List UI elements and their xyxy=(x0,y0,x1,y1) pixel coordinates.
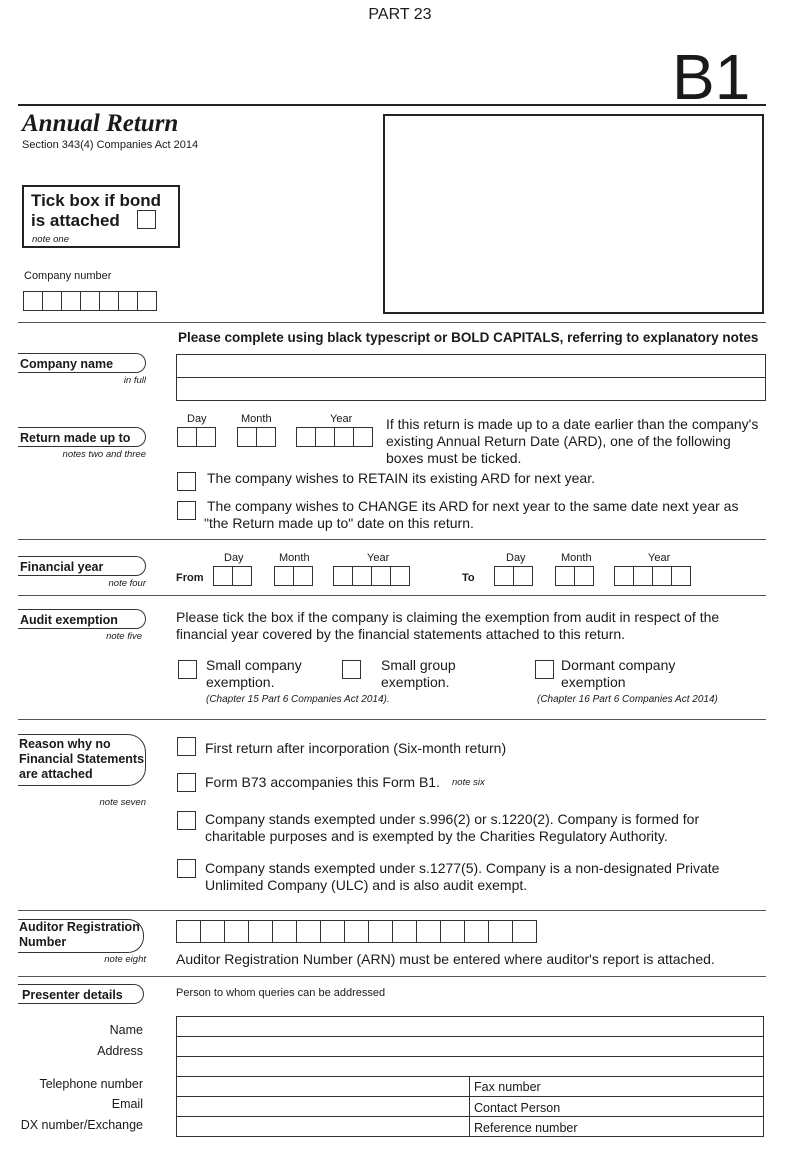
reference-label: Reference number xyxy=(474,1121,578,1135)
return-info-line3: boxes must be ticked. xyxy=(386,450,522,466)
presenter-label: Presenter details xyxy=(18,984,144,1004)
bond-label-line1: Tick box if bond xyxy=(31,191,162,210)
to-month-input[interactable] xyxy=(555,566,594,586)
reason-s996-line1: Company stands exempted under s.996(2) or s.1220(2). Company is formed for xyxy=(205,811,700,827)
small-company-line1: Small company xyxy=(206,657,302,673)
email-label: Email xyxy=(111,1097,143,1111)
dormant-line1: Dormant company xyxy=(561,657,676,673)
reason-s1277-checkbox[interactable] xyxy=(177,859,196,878)
reason-first-return-label: First return after incorporation (Six-month return) xyxy=(205,740,507,756)
audit-exemption-label: Audit exemption xyxy=(18,609,146,629)
auditor-registration-input[interactable] xyxy=(176,920,537,943)
reason-note: note seven xyxy=(99,797,146,808)
presenter-sub: Person to whom queries can be addressed xyxy=(176,987,386,999)
small-group-line2: exemption. xyxy=(381,674,450,690)
to-day-label: Day xyxy=(506,552,526,564)
bond-note: note one xyxy=(32,234,69,245)
small-company-checkbox[interactable] xyxy=(178,660,197,679)
from-month-input[interactable] xyxy=(274,566,313,586)
form-title: Annual Return xyxy=(22,110,179,137)
to-year-input[interactable] xyxy=(614,566,691,586)
return-year-label: Year xyxy=(330,413,353,425)
financial-year-label: Financial year xyxy=(18,556,146,576)
name-input[interactable] xyxy=(176,1016,764,1037)
change-ard-line2: "the Return made up to" date on this return. xyxy=(204,515,474,531)
auditor-label-line2: Number xyxy=(19,935,67,949)
divider xyxy=(18,322,766,323)
return-info-line1: If this return is made up to a date earlier than the company's xyxy=(386,416,759,432)
change-ard-checkbox[interactable] xyxy=(177,501,196,520)
from-year-input[interactable] xyxy=(333,566,410,586)
to-label: To xyxy=(462,572,475,584)
from-year-label: Year xyxy=(367,552,390,564)
telephone-input[interactable] xyxy=(176,1076,470,1097)
divider xyxy=(18,595,766,596)
address-input-2[interactable] xyxy=(176,1056,764,1077)
dx-label: DX number/Exchange xyxy=(20,1118,143,1132)
small-group-checkbox[interactable] xyxy=(342,660,361,679)
stamp-area xyxy=(383,114,764,314)
name-label: Name xyxy=(109,1023,143,1037)
address-input-1[interactable] xyxy=(176,1036,764,1057)
audit-text-line2: financial year covered by the financial statements attached to this return. xyxy=(176,626,626,642)
return-date-label: Return made up to xyxy=(18,427,146,447)
retain-ard-label: The company wishes to RETAIN its existing ARD for next year. xyxy=(207,470,596,486)
bond-label-line2: is attached xyxy=(31,211,120,230)
return-date-note: notes two and three xyxy=(62,449,146,460)
return-day-input[interactable] xyxy=(177,427,216,447)
reason-s996-checkbox[interactable] xyxy=(177,811,196,830)
auditor-label-line1: Auditor Registration xyxy=(19,920,140,934)
auditor-text: Auditor Registration Number (ARN) must be entered where auditor's report is attached. xyxy=(176,951,715,967)
reason-label-line1: Reason why no xyxy=(19,737,111,751)
dx-input[interactable] xyxy=(176,1116,470,1137)
address-label: Address xyxy=(97,1044,143,1058)
dormant-line2: exemption xyxy=(561,674,626,690)
auditor-note: note eight xyxy=(104,954,146,965)
return-month-input[interactable] xyxy=(237,427,276,447)
return-day-label: Day xyxy=(187,413,207,425)
small-group-line1: Small group xyxy=(381,657,456,673)
retain-ard-checkbox[interactable] xyxy=(177,472,196,491)
from-label: From xyxy=(176,572,204,584)
reason-b73-checkbox[interactable] xyxy=(177,773,196,792)
company-name-input-2[interactable] xyxy=(176,377,766,401)
divider xyxy=(18,539,766,540)
return-info-line2: existing Annual Return Date (ARD), one of the following xyxy=(386,433,731,449)
audit-text-line1: Please tick the box if the company is claiming the exemption from audit in respect of the xyxy=(176,609,720,625)
audit-exemption-note: note five xyxy=(106,631,142,642)
divider xyxy=(18,976,766,977)
fax-label: Fax number xyxy=(474,1080,541,1094)
reason-s1277-line2: Unlimited Company (ULC) and is also audit exempt. xyxy=(205,877,528,893)
financial-year-note: note four xyxy=(108,578,146,589)
contact-person-label: Contact Person xyxy=(474,1101,561,1115)
header-rule xyxy=(18,104,766,106)
from-day-label: Day xyxy=(224,552,244,564)
company-name-note: in full xyxy=(123,375,146,386)
to-year-label: Year xyxy=(648,552,671,564)
telephone-label: Telephone number xyxy=(39,1077,143,1091)
to-month-label: Month xyxy=(561,552,592,564)
return-month-label: Month xyxy=(241,413,272,425)
reason-b73-label: Form B73 accompanies this Form B1. xyxy=(205,774,440,790)
company-name-input-1[interactable] xyxy=(176,354,766,378)
company-name-label: Company name xyxy=(18,353,146,373)
chapter15-note: (Chapter 15 Part 6 Companies Act 2014). xyxy=(206,694,390,705)
from-month-label: Month xyxy=(279,552,310,564)
bond-checkbox[interactable] xyxy=(137,210,156,229)
reason-b73-note: note six xyxy=(452,777,485,788)
form-subtitle: Section 343(4) Companies Act 2014 xyxy=(22,139,199,151)
part-label: PART 23 xyxy=(368,6,432,23)
to-day-input[interactable] xyxy=(494,566,533,586)
small-company-line2: exemption. xyxy=(206,674,275,690)
change-ard-line1: The company wishes to CHANGE its ARD for next year to the same date next year as xyxy=(207,498,739,514)
reason-s996-line2: charitable purposes and is exempted by the Charities Regulatory Authority. xyxy=(205,828,668,844)
divider xyxy=(18,910,766,911)
form-code: B1 xyxy=(672,41,751,113)
reason-label-line3: are attached xyxy=(19,767,93,781)
dormant-company-checkbox[interactable] xyxy=(535,660,554,679)
reason-label-line2: Financial Statements xyxy=(19,752,145,766)
email-input[interactable] xyxy=(176,1096,470,1117)
company-number-label: Company number xyxy=(24,270,112,282)
return-year-input[interactable] xyxy=(296,427,373,447)
reason-s1277-line1: Company stands exempted under s.1277(5). Company is a non-designated Private xyxy=(205,860,720,876)
chapter16-note: (Chapter 16 Part 6 Companies Act 2014) xyxy=(537,694,718,705)
from-day-input[interactable] xyxy=(213,566,252,586)
company-number-input[interactable] xyxy=(23,291,157,311)
divider xyxy=(18,719,766,720)
reason-first-return-checkbox[interactable] xyxy=(177,737,196,756)
instruction-text: Please complete using black typescript or BOLD CAPITALS, referring to explanatory notes xyxy=(178,330,759,345)
